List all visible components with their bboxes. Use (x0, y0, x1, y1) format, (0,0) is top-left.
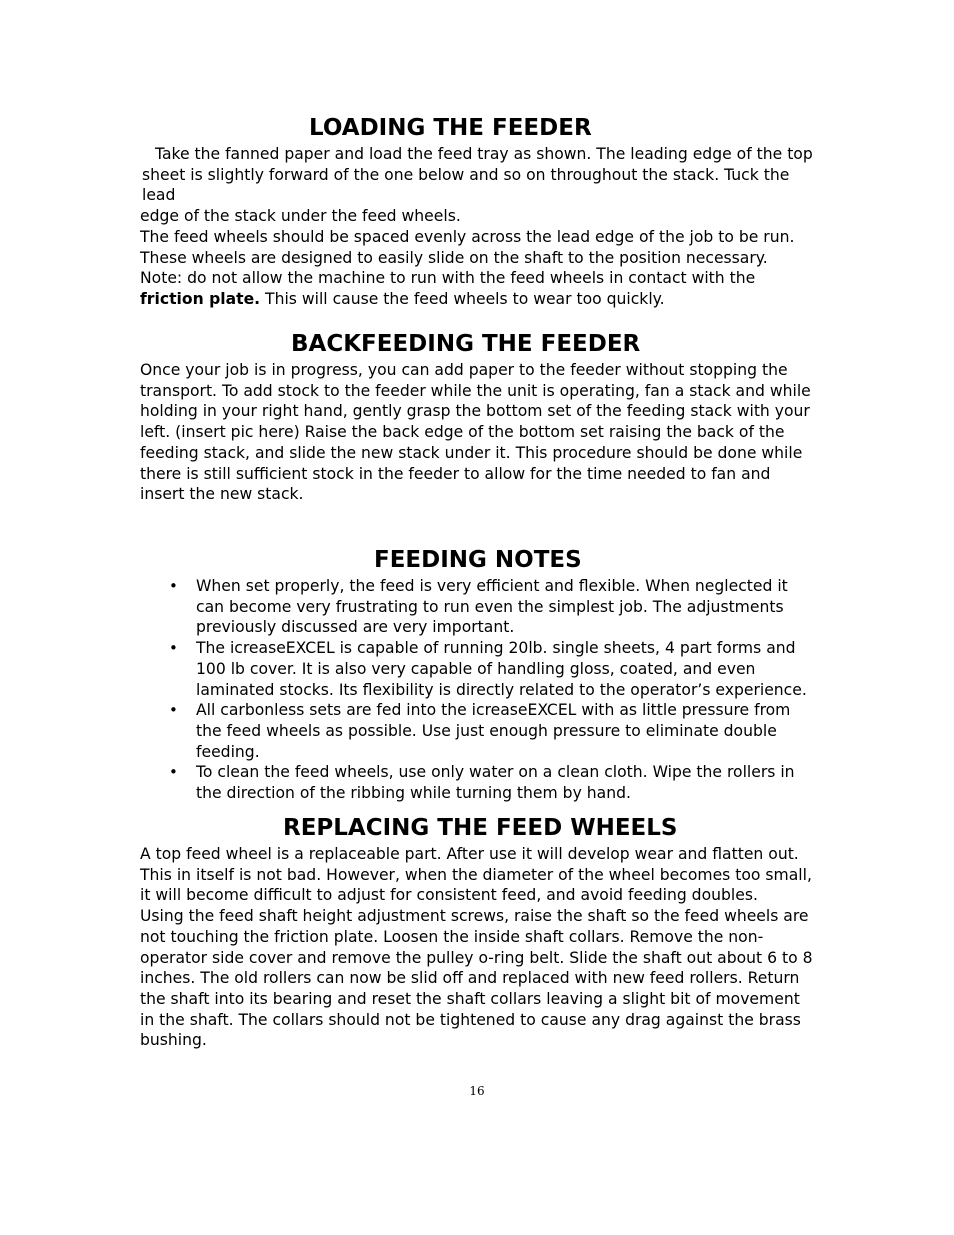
bullet-icon: • (169, 577, 178, 595)
loading-note-bold: friction plate. (140, 289, 261, 308)
list-item-text: When set properly, the feed is very efficient and flexible. When neglected it can become very frustrating to run even the simplest job. The adjustments previously discussed are very important. (196, 577, 788, 637)
loading-paragraph-1-line-3: edge of the stack under the feed wheels. (140, 207, 461, 226)
list-item (140, 576, 816, 638)
bullet-icon: • (169, 639, 178, 658)
section-feeding-notes (140, 544, 816, 804)
section-backfeeding-the-feeder (140, 328, 816, 505)
loading-paragraph-2: The feed wheels should be spaced evenly across the lead edge of the job to be run. These wheels are designed to easily slide on the shaft to the position necessary. (140, 227, 795, 267)
list-item (140, 638, 816, 700)
list-item-text: To clean the feed wheels, use only water on a clean cloth. Wipe the rollers in the direction of the ribbing while turning them by hand. (196, 763, 795, 803)
list-item (140, 762, 816, 803)
heading-feeding-notes: FEEDING NOTES (374, 547, 582, 573)
replacing-paragraph-1: A top feed wheel is a replaceable part. After use it will develop wear and flatten out. This in itself is not bad. However, when the diameter of the wheel becomes too small, it will become difficult to adjust for consistent feed, and avoid feeding doubles. (140, 845, 812, 905)
loading-paragraph-1 (140, 144, 816, 227)
list-item-text: All carbonless sets are fed into the icreaseEXCEL with as little pressure from the feed wheels as possible. Use just enough pressure to eliminate double feeding. (196, 701, 791, 761)
loading-paragraph-1-line-2: sheet is slightly forward of the one below and so on throughout the stack. Tuck the lead (142, 165, 790, 205)
loading-note-tail: This will cause the feed wheels to wear too quickly. (260, 289, 665, 308)
section-loading-the-feeder (140, 112, 816, 310)
loading-paragraph-3 (140, 268, 816, 309)
feeding-notes-list (140, 576, 816, 804)
heading-replacing-the-feed-wheels: REPLACING THE FEED WHEELS (283, 815, 678, 841)
loading-note-text: Note: do not allow the machine to run with the feed wheels in contact with the (140, 269, 756, 288)
heading-backfeeding-the-feeder: BACKFEEDING THE FEEDER (291, 331, 641, 357)
list-item (140, 700, 816, 762)
loading-paragraph-1-line-1: Take the fanned paper and load the feed tray as shown. The leading edge of the top (155, 145, 813, 163)
list-item-text: The icreaseEXCEL is capable of running 20lb. single sheets, 4 part forms and 100 lb cover. It is also very capable of handling gloss, coated, and even laminated stocks. Its flexibility is directly related to the operator’s experience. (196, 639, 807, 699)
bullet-icon: • (169, 701, 178, 720)
replacing-paragraph-2: Using the feed shaft height adjustment screws, raise the shaft so the feed wheels are not touching the friction plate. Loosen the inside shaft collars. Remove the non-operator side cover and remove the pulley o-ring belt. Slide the shaft out about 6 to 8 inches. The old rollers can now be slid off and replaced with new feed rollers. Return the shaft into its bearing and reset the shaft collars leaving a slight bit of movement in the shaft. The collars should not be tightened to cause any drag against the brass bushing. (140, 907, 813, 1050)
backfeeding-paragraph: Once your job is in progress, you can add paper to the feeder without stopping the transport. To add stock to the feeder while the unit is operating, fan a stack and while holding in your right hand, gently grasp the bottom set of the feeding stack with your left. (insert pic here) Raise the back edge of the bottom set raising the back of the feeding stack, and slide the new stack under it. This procedure should be done while there is still sufficient stock in the feeder to allow for the time needed to fan and insert the new stack. (140, 361, 811, 504)
heading-loading-the-feeder: LOADING THE FEEDER (309, 115, 592, 141)
page-number: 16 (469, 1084, 485, 1098)
section-replacing-the-feed-wheels (140, 812, 816, 1051)
bullet-icon: • (169, 763, 178, 782)
